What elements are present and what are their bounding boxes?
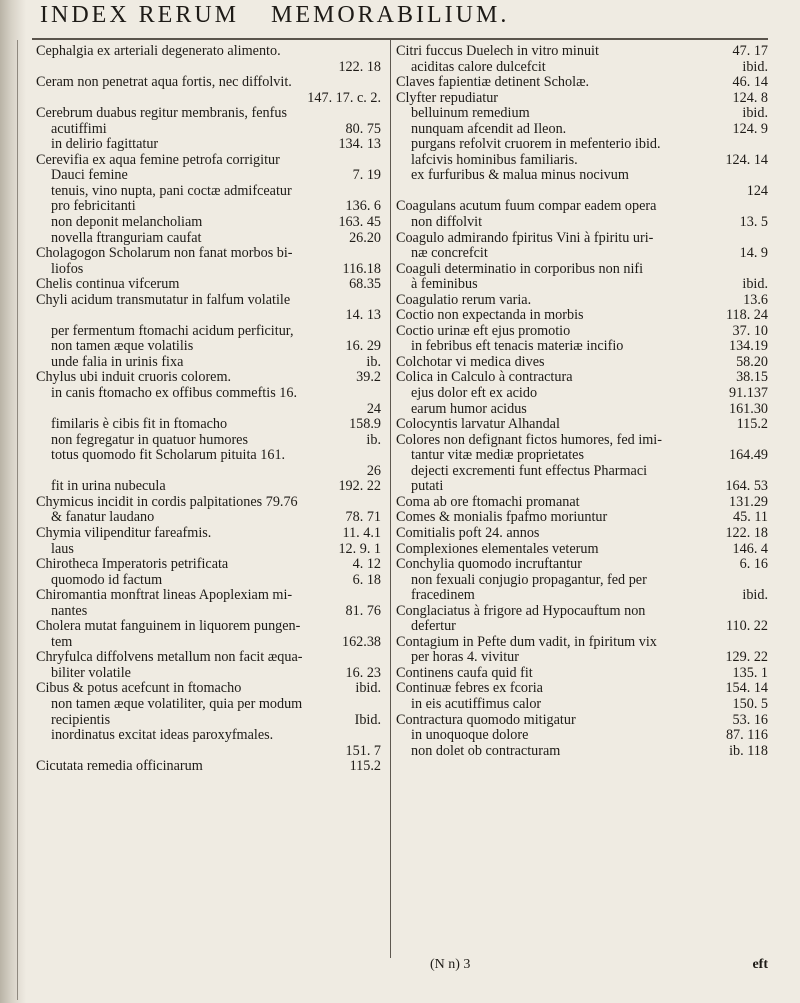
index-entry-line bbox=[396, 448, 768, 464]
index-entry-line bbox=[36, 448, 381, 464]
page-reference: 91.137 bbox=[728, 385, 768, 402]
index-entry-text: Clyfter repudiatur bbox=[396, 89, 499, 106]
page-reference: 80. 75 bbox=[345, 120, 381, 137]
index-entry-text: Cerebrum duabus regitur membranis, fenfus bbox=[36, 105, 287, 122]
index-entry-text: Coaguli determinatio in corporibus non nifi bbox=[396, 260, 644, 277]
index-entry-line bbox=[396, 417, 768, 433]
index-entry-text: Conchylia quomodo incruftantur bbox=[396, 556, 582, 573]
index-entry-line bbox=[36, 75, 381, 91]
index-entry-text: Colchotar vi medica dives bbox=[396, 353, 545, 370]
index-entry-line bbox=[36, 526, 381, 542]
catchword-wrap bbox=[752, 957, 768, 973]
index-entry-line bbox=[36, 262, 381, 278]
index-subentry-text: pro febricitanti bbox=[51, 198, 136, 215]
index-subentry-text: ejus dolor eft ex acido bbox=[411, 385, 538, 402]
index-entry-line bbox=[396, 588, 768, 604]
index-entry-text: Chymia vilipenditur fareafmis. bbox=[36, 524, 212, 541]
index-entry-line bbox=[36, 184, 381, 200]
index-subentry-text: belluinum remedium bbox=[411, 105, 530, 122]
page-reference: 136. 6 bbox=[345, 198, 381, 215]
page-reference: 16. 29 bbox=[345, 338, 381, 355]
index-entry-line bbox=[36, 759, 381, 775]
index-entry-line bbox=[396, 479, 768, 495]
index-entry-line bbox=[396, 91, 768, 107]
page-reference: 124 bbox=[746, 182, 768, 199]
index-entry-text: Cibus & potus acefcunt in ftomacho bbox=[36, 680, 242, 697]
index-entry-text: Coctio urinæ eft ejus promotio bbox=[396, 322, 571, 339]
index-entry-line bbox=[396, 324, 768, 340]
index-subentry-text: liofos bbox=[51, 260, 84, 277]
index-entry-line bbox=[36, 122, 381, 138]
header-title-left: INDEX RERUM bbox=[40, 2, 239, 28]
index-subentry-text: fit in urina nubecula bbox=[51, 478, 166, 495]
index-entry-text: Coma ab ore ftomachi promanat bbox=[396, 493, 580, 510]
index-entry-line bbox=[396, 619, 768, 635]
index-entry-text: Cicutata remedia officinarum bbox=[36, 758, 203, 775]
page-reference: 81. 76 bbox=[345, 602, 381, 619]
index-subentry-text: totus quomodo fit Scholarum pituita 161. bbox=[51, 447, 286, 464]
index-entry-line bbox=[396, 122, 768, 138]
index-subentry-text: earum humor acidus bbox=[411, 400, 527, 417]
page-reference: ib. 118 bbox=[729, 742, 768, 759]
index-subentry-text: dejecti excrementi funt effectus Pharmaci bbox=[411, 462, 648, 479]
page-reference: 78. 71 bbox=[345, 509, 381, 526]
index-entry-text: Chiromantia monftrat lineas Apoplexiam mi- bbox=[36, 587, 293, 604]
index-entry-line bbox=[396, 137, 768, 153]
index-subentry-text: non deponit melancholiam bbox=[51, 214, 203, 231]
index-entry-text: Colores non defignant fictos humores, fed imi- bbox=[396, 431, 662, 448]
index-entry-line bbox=[396, 697, 768, 713]
index-entry-line bbox=[396, 293, 768, 309]
page-reference: 164. 53 bbox=[725, 478, 768, 495]
page-reference: 135. 1 bbox=[732, 664, 768, 681]
page-reference: ibid. bbox=[742, 105, 768, 122]
index-subentry-text: in eis acutiffimus calor bbox=[411, 695, 542, 712]
index-subentry-text: Dauci femine bbox=[51, 167, 128, 184]
index-entry-text: Contractura quomodo mitigatur bbox=[396, 711, 576, 728]
page-reference: 124. 14 bbox=[725, 151, 768, 168]
index-entry-line bbox=[36, 231, 381, 247]
index-subentry-text: non dolet ob contracturam bbox=[411, 742, 561, 759]
page-reference: Ibid. bbox=[354, 711, 381, 728]
index-subentry-text: inordinatus excitat ideas paroxyfmales. bbox=[51, 727, 274, 744]
index-entry-text: Complexiones elementales veterum bbox=[396, 540, 599, 557]
index-entry-line bbox=[36, 168, 381, 184]
page-reference: 115.2 bbox=[349, 758, 381, 775]
index-subentry-text: non fegregatur in quatuor humores bbox=[51, 431, 248, 448]
index-entry-text: Coagulatio rerum varia. bbox=[396, 291, 532, 308]
index-subentry-text: nantes bbox=[51, 602, 88, 619]
index-entry-line bbox=[396, 370, 768, 386]
index-entry-line bbox=[36, 650, 381, 666]
index-entry-text: Cerevifia ex aqua femine petrofa corrigitur bbox=[36, 151, 280, 168]
index-entry-line bbox=[36, 370, 381, 386]
index-entry-line bbox=[36, 464, 381, 480]
index-entry-line bbox=[36, 713, 381, 729]
index-entry-line bbox=[396, 184, 768, 200]
index-entry-line bbox=[36, 91, 381, 107]
index-subentry-text: ex furfuribus & malua minus nocivum bbox=[411, 167, 629, 184]
page-reference: 58.20 bbox=[736, 353, 768, 370]
index-entry-line bbox=[36, 137, 381, 153]
index-entry-line bbox=[36, 44, 381, 60]
index-subentry-text: fracedinem bbox=[411, 587, 475, 604]
page-reference: 45. 11 bbox=[733, 509, 768, 526]
page-reference: ib. bbox=[366, 353, 381, 370]
index-entry-line bbox=[36, 573, 381, 589]
index-subentry-text: in unoquoque dolore bbox=[411, 727, 529, 744]
index-entry-text: Continuæ febres ex fcoria bbox=[396, 680, 543, 697]
index-subentry-text: recipientis bbox=[51, 711, 111, 728]
index-entry-line bbox=[36, 324, 381, 340]
index-subentry-text: fimilaris è cibis fit in ftomacho bbox=[51, 416, 228, 433]
page-reference: 131.29 bbox=[728, 493, 768, 510]
index-subentry-text: nunquam afcendit ad Ileon. bbox=[411, 120, 567, 137]
index-subentry-text: non diffolvit bbox=[411, 214, 483, 231]
page-reference: 122. 18 bbox=[725, 524, 768, 541]
page-reference: 124. 9 bbox=[732, 120, 768, 137]
index-entry-line bbox=[396, 495, 768, 511]
page-reference: 11. 4.1 bbox=[342, 524, 381, 541]
index-entry-text: Contagium in Pefte dum vadit, in fpiritum vix bbox=[396, 633, 657, 650]
index-entry-text: Ceram non penetrat aqua fortis, nec diffolvit. bbox=[36, 74, 292, 91]
page-reference: 24 bbox=[366, 400, 381, 417]
index-subentry-text: putati bbox=[411, 478, 444, 495]
index-entry-text: Chylus ubi induit cruoris colorem. bbox=[36, 369, 232, 386]
index-entry-line bbox=[396, 433, 768, 449]
binding-shadow bbox=[0, 0, 26, 1003]
index-entry-line bbox=[36, 479, 381, 495]
page-reference: 4. 12 bbox=[352, 556, 381, 573]
index-subentry-text: à feminibus bbox=[411, 276, 478, 293]
page-reference: 151. 7 bbox=[345, 742, 381, 759]
index-entry-text: Colica in Calculo à contractura bbox=[396, 369, 573, 386]
index-entry-line bbox=[396, 75, 768, 91]
index-entry-line bbox=[36, 355, 381, 371]
page-reference: 163. 45 bbox=[338, 214, 381, 231]
index-entry-line bbox=[36, 588, 381, 604]
page-reference: 154. 14 bbox=[725, 680, 768, 697]
index-entry-line bbox=[396, 60, 768, 76]
index-entry-line bbox=[36, 557, 381, 573]
index-entry-line bbox=[36, 246, 381, 262]
page-reference: 122. 18 bbox=[338, 58, 381, 75]
index-entry-line bbox=[396, 308, 768, 324]
index-entry-line bbox=[36, 433, 381, 449]
header-rule bbox=[32, 38, 768, 40]
page-reference: 13. 5 bbox=[739, 214, 768, 231]
page-reference: ibid. bbox=[742, 587, 768, 604]
index-subentry-text: laus bbox=[51, 540, 74, 557]
page-reference: ibid. bbox=[742, 58, 768, 75]
index-subentry-text: tantur vitæ mediæ proprietates bbox=[411, 447, 584, 464]
index-entry-text: Conglaciatus à frigore ad Hypocauftum non bbox=[396, 602, 646, 619]
index-entry-line bbox=[396, 557, 768, 573]
index-entry-line bbox=[36, 681, 381, 697]
index-entry-line bbox=[36, 402, 381, 418]
index-entry-line bbox=[396, 728, 768, 744]
catchword: eft bbox=[752, 957, 768, 972]
index-entry-line bbox=[396, 262, 768, 278]
page-reference: 147. 17. c. 2. bbox=[307, 89, 381, 106]
index-entry-line bbox=[396, 573, 768, 589]
index-subentry-text: tem bbox=[51, 633, 73, 650]
page-reference: 164.49 bbox=[728, 447, 768, 464]
page-reference: 53. 16 bbox=[732, 711, 768, 728]
index-subentry-text: non fexuali conjugio propagantur, fed per bbox=[411, 571, 647, 588]
index-entry-line bbox=[36, 744, 381, 760]
index-entry-line bbox=[396, 246, 768, 262]
index-subentry-text: purgans refolvit cruorem in mefenterio ibid. bbox=[411, 136, 661, 153]
index-entry-text: Claves fapientiæ detinent Scholæ. bbox=[396, 74, 590, 91]
page-reference: 161.30 bbox=[728, 400, 768, 417]
running-header bbox=[40, 2, 780, 36]
index-entry-line bbox=[396, 744, 768, 760]
index-entry-line bbox=[36, 199, 381, 215]
page-reference: 47. 17 bbox=[732, 43, 768, 59]
index-entry-line bbox=[36, 666, 381, 682]
page-reference: 37. 10 bbox=[732, 322, 768, 339]
page-reference: ib. bbox=[366, 431, 381, 448]
index-entry-line bbox=[36, 728, 381, 744]
index-entry-line bbox=[396, 231, 768, 247]
index-entry-text: Colocyntis larvatur Alhandal bbox=[396, 416, 560, 433]
index-entry-text: Comitialis poft 24. annos bbox=[396, 524, 540, 541]
index-entry-line bbox=[396, 44, 768, 60]
page-reference: 134. 13 bbox=[338, 136, 381, 153]
page-reference: 14. 13 bbox=[345, 307, 381, 324]
index-entry-line bbox=[36, 619, 381, 635]
index-entry-line bbox=[36, 60, 381, 76]
index-entry-text: Chymicus incidit in cordis palpitationes 79.76 bbox=[36, 493, 298, 510]
index-entry-line bbox=[36, 697, 381, 713]
index-subentry-text: non tamen æque volatiliter, quia per modum bbox=[51, 695, 303, 712]
index-subentry-text: in canis ftomacho ex offibus commeftis 16. bbox=[51, 385, 297, 402]
index-entry-line bbox=[36, 277, 381, 293]
index-entry-line bbox=[36, 495, 381, 511]
index-subentry-text: novella ftranguriam caufat bbox=[51, 229, 202, 246]
page-reference: 6. 16 bbox=[739, 556, 768, 573]
page-reference: 7. 19 bbox=[352, 167, 381, 184]
index-entry-line bbox=[36, 604, 381, 620]
page-reference: 150. 5 bbox=[732, 695, 768, 712]
page-reference: 26.20 bbox=[349, 229, 381, 246]
index-entry-line bbox=[36, 542, 381, 558]
index-entry-line bbox=[36, 417, 381, 433]
page-reference: 38.15 bbox=[736, 369, 768, 386]
index-subentry-text: aciditas calore dulcefcit bbox=[411, 58, 546, 75]
signature-mark: (N n) 3 bbox=[430, 957, 471, 972]
footer-signature-wrap bbox=[430, 957, 630, 975]
index-subentry-text: unde falia in urinis fixa bbox=[51, 353, 184, 370]
index-entry-line bbox=[396, 277, 768, 293]
page-reference: 134.19 bbox=[728, 338, 768, 355]
index-entry-text: Cholagogon Scholarum non fanat morbos bi- bbox=[36, 245, 293, 262]
index-subentry-text: & fanatur laudano bbox=[51, 509, 155, 526]
index-subentry-text: defertur bbox=[411, 618, 456, 635]
index-entry-line bbox=[396, 666, 768, 682]
page-reference: 12. 9. 1 bbox=[338, 540, 381, 557]
index-subentry-text: acutiffimi bbox=[51, 120, 107, 137]
column-divider bbox=[390, 40, 391, 958]
index-entry-text: Chirotheca Imperatoris petrificata bbox=[36, 556, 229, 573]
index-entry-text: Chryfulca diffolvens metallum non facit æqua- bbox=[36, 649, 303, 666]
index-subentry-text: biliter volatile bbox=[51, 664, 131, 681]
page-reference: 26 bbox=[366, 462, 381, 479]
index-entry-line bbox=[396, 650, 768, 666]
index-entry-text: Chyli acidum transmutatur in falfum volatile bbox=[36, 291, 291, 308]
index-entry-line bbox=[36, 635, 381, 651]
page-reference: 192. 22 bbox=[338, 478, 381, 495]
index-entry-text: Citri fuccus Duelech in vitro minuit bbox=[396, 43, 599, 59]
index-entry-line bbox=[396, 153, 768, 169]
page-reference: 162.38 bbox=[341, 633, 381, 650]
index-entry-line bbox=[36, 215, 381, 231]
index-entry-line bbox=[396, 713, 768, 729]
index-entry-line bbox=[396, 635, 768, 651]
index-entry-line bbox=[396, 464, 768, 480]
index-entry-line bbox=[36, 386, 381, 402]
index-entry-text: Continens caufa quid fit bbox=[396, 664, 533, 681]
index-subentry-text: næ concrefcit bbox=[411, 245, 488, 262]
page-reference: 118. 24 bbox=[725, 307, 768, 324]
page-reference: 6. 18 bbox=[352, 571, 381, 588]
index-entry-line bbox=[396, 215, 768, 231]
page-reference: 146. 4 bbox=[732, 540, 768, 557]
index-entry-line bbox=[396, 681, 768, 697]
right-index-column bbox=[396, 44, 768, 759]
page-reference: 115.2 bbox=[736, 416, 768, 433]
index-subentry-text: quomodo id factum bbox=[51, 571, 163, 588]
index-entry-line bbox=[396, 168, 768, 184]
index-entry-text: Cephalgia ex arteriali degenerato alimento. bbox=[36, 43, 281, 59]
index-entry-line bbox=[36, 293, 381, 309]
index-subentry-text: non tamen æque volatilis bbox=[51, 338, 194, 355]
index-entry-line bbox=[396, 106, 768, 122]
binding-edge-line bbox=[17, 40, 18, 1000]
index-entry-line bbox=[396, 542, 768, 558]
index-entry-line bbox=[396, 510, 768, 526]
index-entry-line bbox=[36, 308, 381, 324]
index-entry-line bbox=[36, 339, 381, 355]
page-reference: 124. 8 bbox=[732, 89, 768, 106]
index-entry-text: Comes & monialis fpafmo moriuntur bbox=[396, 509, 608, 526]
index-entry-line bbox=[396, 604, 768, 620]
page-reference: ibid. bbox=[742, 276, 768, 293]
page-reference: 110. 22 bbox=[725, 618, 768, 635]
index-entry-text: Coagulo admirando fpiritus Vini à fpiritu uri- bbox=[396, 229, 654, 246]
index-subentry-text: tenuis, vino nupta, pani coctæ admifceatur bbox=[51, 182, 292, 199]
index-entry-line bbox=[36, 510, 381, 526]
index-entry-line bbox=[36, 153, 381, 169]
page-reference: 68.35 bbox=[349, 276, 381, 293]
index-entry-text: Coagulans acutum fuum compar eadem opera bbox=[396, 198, 657, 215]
index-subentry-text: lafcivis hominibus familiaris. bbox=[411, 151, 578, 168]
header-title-right: MEMORABILIUM. bbox=[271, 2, 510, 28]
index-entry-line bbox=[396, 339, 768, 355]
index-subentry-text: in febribus eft tenacis materiæ incifio bbox=[411, 338, 624, 355]
index-entry-line bbox=[396, 355, 768, 371]
index-entry-line bbox=[396, 199, 768, 215]
page-reference: 39.2 bbox=[356, 369, 381, 386]
index-subentry-text: in delirio fagittatur bbox=[51, 136, 159, 153]
index-subentry-text: per horas 4. vivitur bbox=[411, 649, 519, 666]
index-entry-line bbox=[396, 386, 768, 402]
page-reference: 46. 14 bbox=[732, 74, 768, 91]
page-reference: ibid. bbox=[355, 680, 381, 697]
index-subentry-text: per fermentum ftomachi acidum perficitur, bbox=[51, 322, 294, 339]
page-reference: 116.18 bbox=[342, 260, 381, 277]
page-reference: 158.9 bbox=[349, 416, 381, 433]
index-entry-text: Cholera mutat fanguinem in liquorem pungen- bbox=[36, 618, 301, 635]
page-reference: 13.6 bbox=[743, 291, 768, 308]
index-entry-line bbox=[396, 526, 768, 542]
page-reference: 16. 23 bbox=[345, 664, 381, 681]
page-reference: 14. 9 bbox=[739, 245, 768, 262]
index-entry-text: Chelis continua vifcerum bbox=[36, 276, 180, 293]
index-entry-line bbox=[396, 402, 768, 418]
left-index-column bbox=[36, 44, 381, 775]
index-entry-text: Coctio non expectanda in morbis bbox=[396, 307, 584, 324]
index-entry-line bbox=[36, 106, 381, 122]
page-reference: 87. 116 bbox=[725, 727, 768, 744]
page-reference: 129. 22 bbox=[725, 649, 768, 666]
